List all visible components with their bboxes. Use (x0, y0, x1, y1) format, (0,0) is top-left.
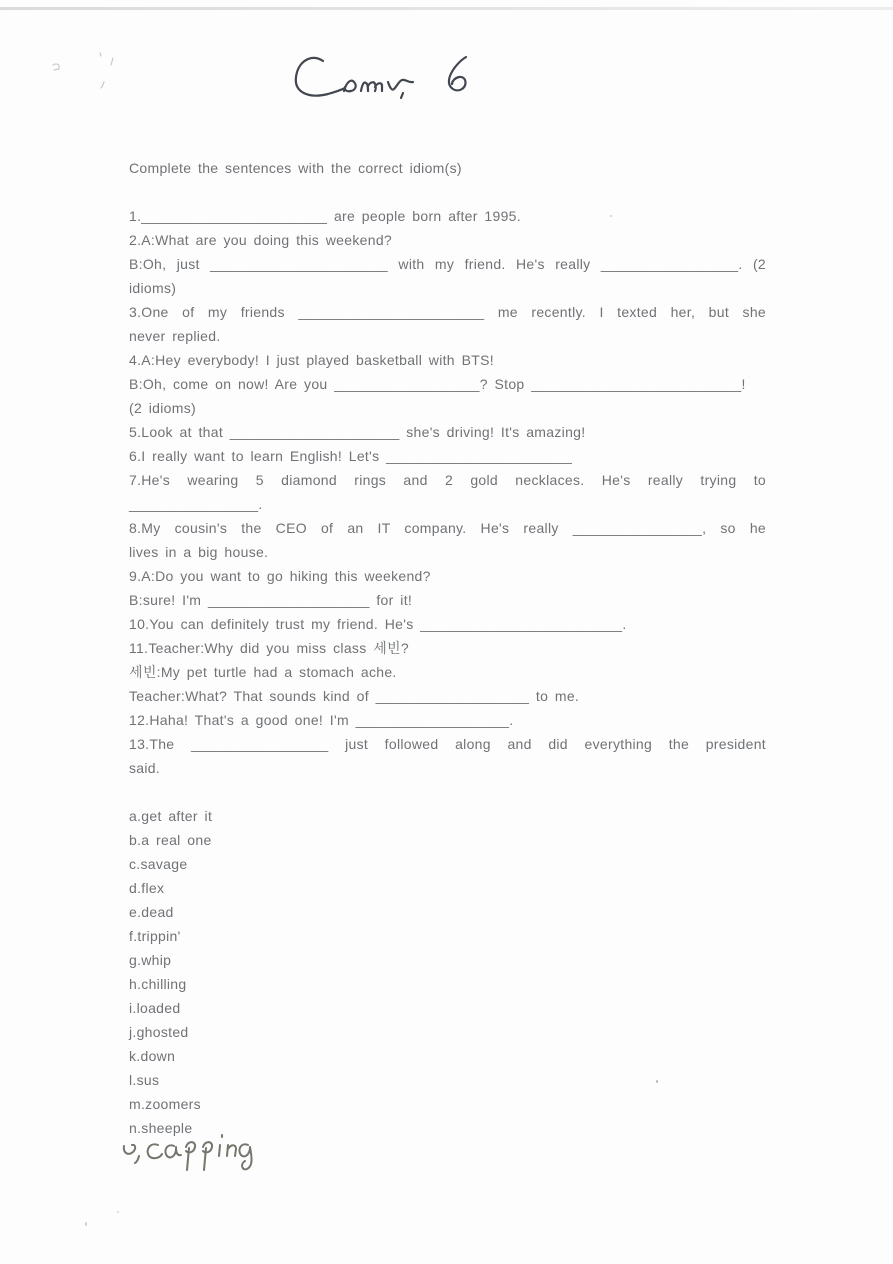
question-line: 10.You can definitely trust my friend. He's _________________________. (129, 616, 627, 632)
question-line: B:sure! I'm ____________________ for it! (129, 592, 413, 608)
option-item: l.sus (129, 1072, 160, 1088)
question-line: never replied. (129, 328, 221, 344)
question-line: 세빈:My pet turtle had a stomach ache. (129, 664, 397, 680)
option-item: m.zoomers (129, 1096, 201, 1112)
question-line: 9.A:Do you want to go hiking this weekend? (129, 568, 431, 584)
question-line: 12.Haha! That's a good one! I'm ___________________. (129, 712, 514, 728)
option-item: d.flex (129, 880, 165, 896)
question-block (129, 204, 766, 780)
scan-speck (117, 1211, 119, 1213)
instruction-text: Complete the sentences with the correct idiom(s) (129, 160, 462, 176)
question-line: 2.A:What are you doing this weekend? (129, 232, 393, 248)
question-line: Teacher:What? That sounds kind of ___________________ to me. (129, 688, 580, 704)
scan-speck (85, 1222, 87, 1226)
question-line: 5.Look at that _____________________ she's driving! It's amazing! (129, 424, 586, 440)
question-line: said. (129, 760, 161, 776)
option-item: j.ghosted (129, 1024, 189, 1040)
scan-edge-artifact (0, 7, 893, 10)
question-line: 13.The _________________ just followed along and did everything the president (129, 736, 766, 752)
option-item: n.sheeple (129, 1120, 193, 1136)
option-item: k.down (129, 1048, 176, 1064)
option-item: i.loaded (129, 1000, 181, 1016)
question-line: 4.A:Hey everybody! I just played basketball with BTS! (129, 352, 494, 368)
scan-speck (610, 215, 612, 217)
handwritten-option-capping (124, 1135, 252, 1170)
question-line: B:Oh, come on now! Are you __________________? Stop __________________________! (129, 376, 746, 392)
handwritten-title (296, 57, 466, 98)
question-line: 11.Teacher:Why did you miss class 세빈? (129, 640, 409, 656)
question-line: lives in a big house. (129, 544, 269, 560)
question-line: ________________. (129, 496, 263, 512)
question-line: 3.One of my friends _______________________ me recently. I texted her, but she (129, 304, 766, 320)
option-item: h.chilling (129, 976, 187, 992)
option-item: e.dead (129, 904, 174, 920)
question-line: 1._______________________ are people born after 1995. (129, 208, 521, 224)
scan-speck (656, 1080, 658, 1083)
option-item: b.a real one (129, 832, 212, 848)
option-item: f.trippin' (129, 928, 181, 944)
question-line: idioms) (129, 280, 177, 296)
option-item: a.get after it (129, 808, 213, 824)
question-line: 6.I really want to learn English! Let's _______________________ (129, 448, 573, 464)
option-item: c.savage (129, 856, 188, 872)
question-line: (2 idioms) (129, 400, 196, 416)
pencil-marks (53, 53, 113, 88)
option-list (129, 804, 766, 1140)
option-item: g.whip (129, 952, 172, 968)
question-line: 7.He's wearing 5 diamond rings and 2 gold necklaces. He's really trying to (129, 472, 766, 488)
question-line: B:Oh, just ______________________ with my friend. He's really _________________. (2 (129, 256, 766, 272)
question-line: 8.My cousin's the CEO of an IT company. He's really ________________, so he (129, 520, 766, 536)
